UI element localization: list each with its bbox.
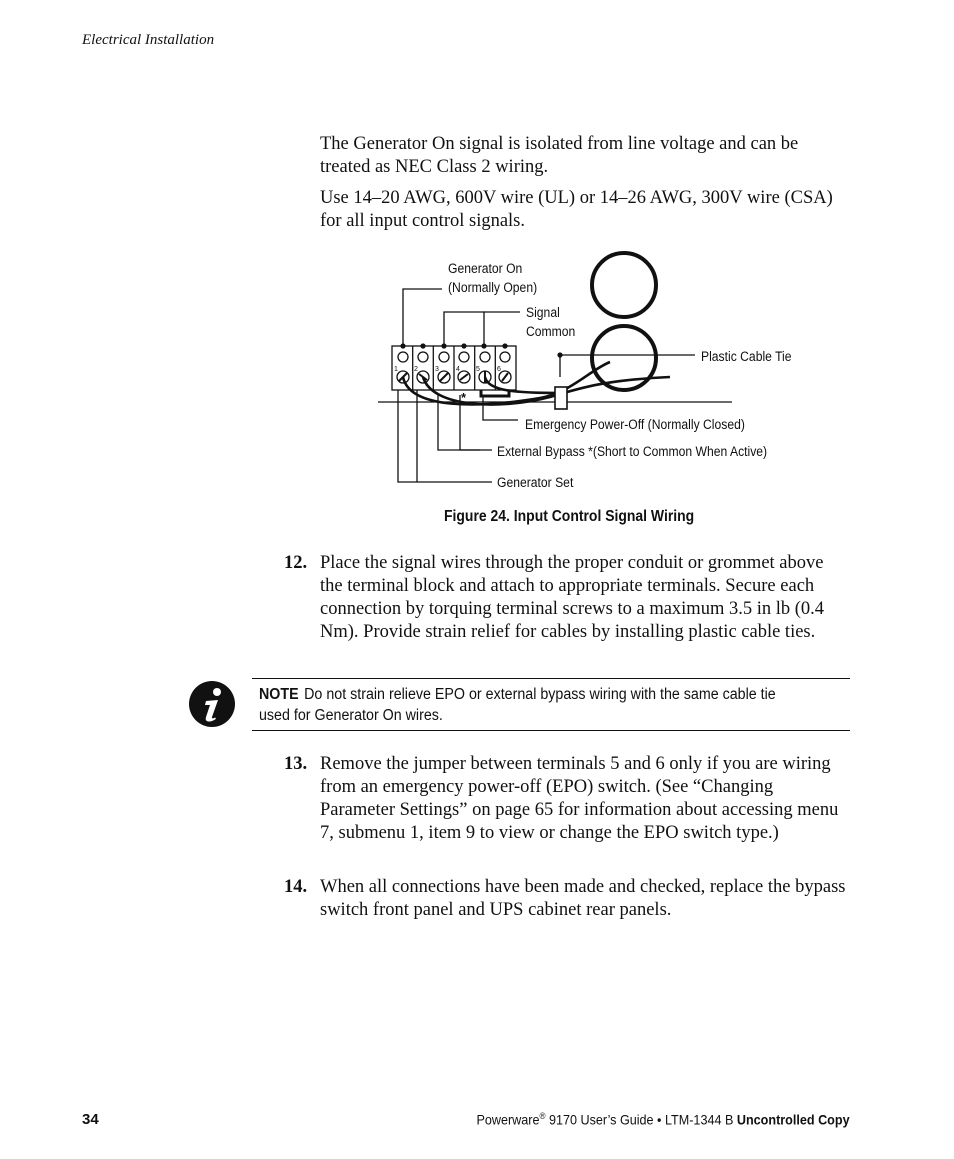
paragraph-wire-gauge: Use 14–20 AWG, 600V wire (UL) or 14–26 AWG, 300V wire (CSA) for all input control signals.: [320, 188, 833, 231]
step-number: 13.: [284, 754, 308, 774]
note-label: NOTE: [259, 686, 299, 703]
note-box: [252, 678, 850, 731]
paragraph-generator-on: The Generator On signal is isolated from line voltage and can be treated as NEC Class 2 wiring.: [320, 134, 799, 177]
step-14: [284, 876, 850, 922]
note-text: Do not strain relieve EPO or external bypass wiring with the same cable tie used for Generator On wires.: [259, 686, 776, 724]
step-number: 12.: [284, 553, 308, 573]
step-12: [284, 552, 850, 667]
step-text: When all connections have been made and checked, replace the bypass switch front panel and UPS cabinet rear panels.: [320, 877, 846, 920]
figure-caption: Figure 24. Input Control Signal Wiring: [444, 508, 695, 525]
footer-status: Uncontrolled Copy: [737, 1111, 850, 1128]
label-normally-open: (Normally Open): [448, 280, 538, 295]
label-external-bypass: External Bypass *(Short to Common When Active): [497, 444, 768, 459]
wiring-diagram: [370, 250, 830, 500]
cable-ring-top: [592, 253, 656, 317]
page-number: 34: [82, 1111, 99, 1128]
terminal-number-3: 3: [435, 366, 439, 373]
wiring-figure: [370, 250, 830, 500]
step-13: [284, 753, 850, 868]
label-generator-set: Generator Set: [497, 475, 574, 490]
bypass-asterisk: *: [461, 390, 467, 405]
callout-signal-common: [444, 312, 484, 346]
callout-generator-on: [403, 289, 442, 346]
footer-brand: Powerware: [476, 1111, 540, 1128]
info-icon: [188, 680, 236, 728]
note-text-block: [259, 684, 802, 726]
terminal-number-4: 4: [456, 366, 460, 373]
label-epo: Emergency Power-Off (Normally Closed): [525, 417, 745, 432]
cable-tie: [555, 387, 567, 409]
terminal-number-5: 5: [476, 366, 480, 373]
terminal-number-1: 1: [394, 366, 398, 373]
step-text: Remove the jumper between terminals 5 and 6 only if you are wiring from an emergency power-off (EPO) switch. (See “Changing Parameter Settings” on page 65 for information about accessing menu 7, submenu 1, item 9 to view or change the EPO switch type.): [320, 754, 839, 843]
terminal-number-2: 2: [414, 366, 418, 373]
running-head: Electrical Installation: [82, 32, 215, 48]
label-signal: Signal: [526, 305, 560, 320]
footer-registered: ®: [539, 1111, 546, 1121]
step-text: Place the signal wires through the proper conduit or grommet above the terminal block and attach to appropriate terminals. Secure each connection by torquing terminal screws to a maximum 3.5 in lb (0.4 Nm). Provide strain relief for cables by installing plastic cable ties.: [320, 553, 825, 642]
label-common: Common: [526, 324, 576, 339]
label-plastic-cable-tie: Plastic Cable Tie: [701, 349, 792, 364]
callout-epo: [483, 395, 518, 420]
terminal-number-6: 6: [497, 366, 501, 373]
callout-cable-tie: [560, 355, 695, 377]
footer: [477, 1111, 850, 1128]
step-number: 14.: [284, 877, 308, 897]
label-generator-on: Generator On: [448, 261, 523, 276]
footer-guide: 9170 User’s Guide • LTM-1344 B: [545, 1111, 738, 1128]
